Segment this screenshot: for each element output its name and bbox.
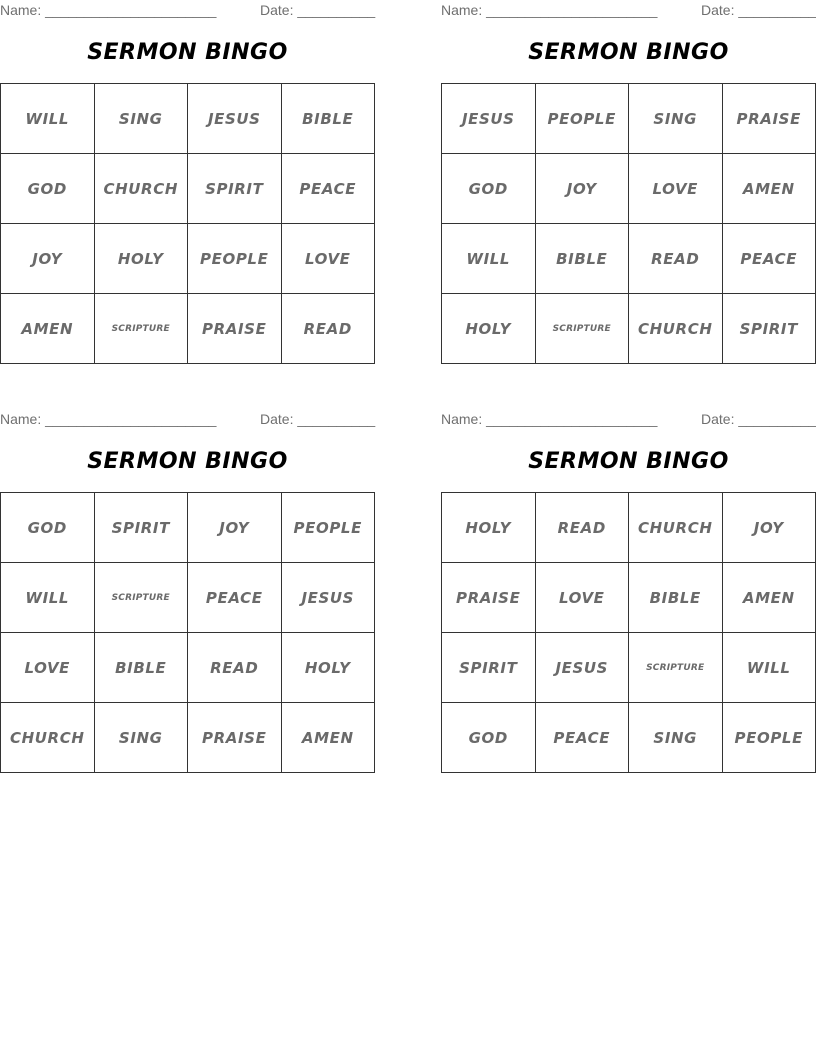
- bingo-cell[interactable]: SCRIPTURE: [94, 563, 188, 633]
- card-title: SERMON BINGO: [528, 40, 729, 65]
- bingo-cell[interactable]: SING: [629, 84, 723, 154]
- grid-row: [1, 633, 375, 703]
- bingo-cell[interactable]: SPIRIT: [188, 154, 282, 224]
- bingo-cell[interactable]: SING: [629, 703, 723, 773]
- grid-row: [442, 633, 816, 703]
- bingo-cell[interactable]: JOY: [188, 493, 282, 563]
- bingo-cell[interactable]: JESUS: [188, 84, 282, 154]
- grid-row: [1, 294, 375, 364]
- bingo-cell[interactable]: SING: [94, 84, 188, 154]
- bingo-card-4: [441, 409, 816, 747]
- bingo-cell[interactable]: HOLY: [281, 633, 375, 703]
- bingo-cell[interactable]: CHURCH: [1, 703, 95, 773]
- bingo-cell[interactable]: LOVE: [1, 633, 95, 703]
- bingo-cell[interactable]: CHURCH: [629, 493, 723, 563]
- bingo-cell[interactable]: JOY: [535, 154, 629, 224]
- date-field[interactable]: Date: __________: [260, 411, 376, 427]
- bingo-cell[interactable]: BIBLE: [94, 633, 188, 703]
- date-field[interactable]: Date: __________: [701, 2, 816, 18]
- name-field[interactable]: Name: ______________________: [441, 2, 658, 18]
- bingo-cell[interactable]: JOY: [1, 224, 95, 294]
- bingo-cell[interactable]: HOLY: [442, 294, 536, 364]
- bingo-cell[interactable]: GOD: [1, 493, 95, 563]
- grid-row: [442, 84, 816, 154]
- bingo-cell[interactable]: LOVE: [629, 154, 723, 224]
- info-row: [441, 0, 816, 22]
- bingo-cell[interactable]: PEOPLE: [722, 703, 816, 773]
- bingo-cell[interactable]: CHURCH: [629, 294, 723, 364]
- name-field[interactable]: Name: ______________________: [0, 411, 217, 427]
- card-title: SERMON BINGO: [87, 40, 288, 65]
- bingo-cell[interactable]: SPIRIT: [722, 294, 816, 364]
- bingo-cell[interactable]: JOY: [722, 493, 816, 563]
- bingo-cell[interactable]: JESUS: [535, 633, 629, 703]
- bingo-cell[interactable]: SING: [94, 703, 188, 773]
- bingo-cell[interactable]: PEOPLE: [188, 224, 282, 294]
- bingo-cell[interactable]: BIBLE: [535, 224, 629, 294]
- bingo-grid: [0, 492, 375, 773]
- bingo-cell[interactable]: PRAISE: [722, 84, 816, 154]
- bingo-cell[interactable]: GOD: [442, 703, 536, 773]
- bingo-cell[interactable]: READ: [188, 633, 282, 703]
- date-field[interactable]: Date: __________: [260, 2, 376, 18]
- bingo-card-1: [0, 0, 376, 338]
- bingo-cell[interactable]: BIBLE: [281, 84, 375, 154]
- bingo-cell[interactable]: PRAISE: [188, 294, 282, 364]
- bingo-cell[interactable]: CHURCH: [94, 154, 188, 224]
- info-row: [0, 409, 375, 431]
- bingo-cell[interactable]: BIBLE: [629, 563, 723, 633]
- grid-row: [442, 703, 816, 773]
- bingo-cell[interactable]: HOLY: [94, 224, 188, 294]
- card-title: SERMON BINGO: [87, 449, 288, 474]
- grid-row: [1, 154, 375, 224]
- bingo-cell[interactable]: SPIRIT: [442, 633, 536, 703]
- bingo-grid: [0, 83, 375, 364]
- bingo-cell[interactable]: AMEN: [722, 563, 816, 633]
- bingo-cell[interactable]: READ: [629, 224, 723, 294]
- bingo-cell[interactable]: LOVE: [281, 224, 375, 294]
- bingo-cell[interactable]: AMEN: [281, 703, 375, 773]
- bingo-cell[interactable]: SCRIPTURE: [535, 294, 629, 364]
- grid-row: [442, 563, 816, 633]
- bingo-grid: [441, 492, 816, 773]
- name-field[interactable]: Name: ______________________: [441, 411, 658, 427]
- bingo-grid: [441, 83, 816, 364]
- bingo-cell[interactable]: PEOPLE: [281, 493, 375, 563]
- bingo-cell[interactable]: JESUS: [442, 84, 536, 154]
- info-row: [441, 409, 816, 431]
- grid-row: [442, 154, 816, 224]
- grid-row: [442, 493, 816, 563]
- bingo-cell[interactable]: SPIRIT: [94, 493, 188, 563]
- bingo-cell[interactable]: WILL: [1, 84, 95, 154]
- bingo-cell[interactable]: AMEN: [1, 294, 95, 364]
- info-row: [0, 0, 375, 22]
- bingo-cell[interactable]: SCRIPTURE: [629, 633, 723, 703]
- bingo-card-2: [441, 0, 816, 338]
- grid-row: [442, 224, 816, 294]
- bingo-cell[interactable]: AMEN: [722, 154, 816, 224]
- bingo-cell[interactable]: READ: [535, 493, 629, 563]
- bingo-cell[interactable]: GOD: [442, 154, 536, 224]
- bingo-cell[interactable]: PEACE: [188, 563, 282, 633]
- bingo-cell[interactable]: PEACE: [722, 224, 816, 294]
- bingo-cell[interactable]: WILL: [1, 563, 95, 633]
- grid-row: [1, 493, 375, 563]
- bingo-cell[interactable]: GOD: [1, 154, 95, 224]
- bingo-card-3: [0, 409, 376, 747]
- bingo-cell[interactable]: WILL: [442, 224, 536, 294]
- name-field[interactable]: Name: ______________________: [0, 2, 217, 18]
- grid-row: [1, 703, 375, 773]
- bingo-cell[interactable]: WILL: [722, 633, 816, 703]
- card-title: SERMON BINGO: [528, 449, 729, 474]
- grid-row: [1, 224, 375, 294]
- grid-row: [442, 294, 816, 364]
- bingo-cell[interactable]: PEACE: [281, 154, 375, 224]
- grid-row: [1, 563, 375, 633]
- bingo-cell[interactable]: PEACE: [535, 703, 629, 773]
- bingo-cell[interactable]: PRAISE: [442, 563, 536, 633]
- bingo-cell[interactable]: LOVE: [535, 563, 629, 633]
- bingo-cell[interactable]: JESUS: [281, 563, 375, 633]
- grid-row: [1, 84, 375, 154]
- date-field[interactable]: Date: __________: [701, 411, 816, 427]
- bingo-cell[interactable]: READ: [281, 294, 375, 364]
- bingo-cell[interactable]: HOLY: [442, 493, 536, 563]
- bingo-cell[interactable]: SCRIPTURE: [94, 294, 188, 364]
- bingo-cell[interactable]: PRAISE: [188, 703, 282, 773]
- bingo-cell[interactable]: PEOPLE: [535, 84, 629, 154]
